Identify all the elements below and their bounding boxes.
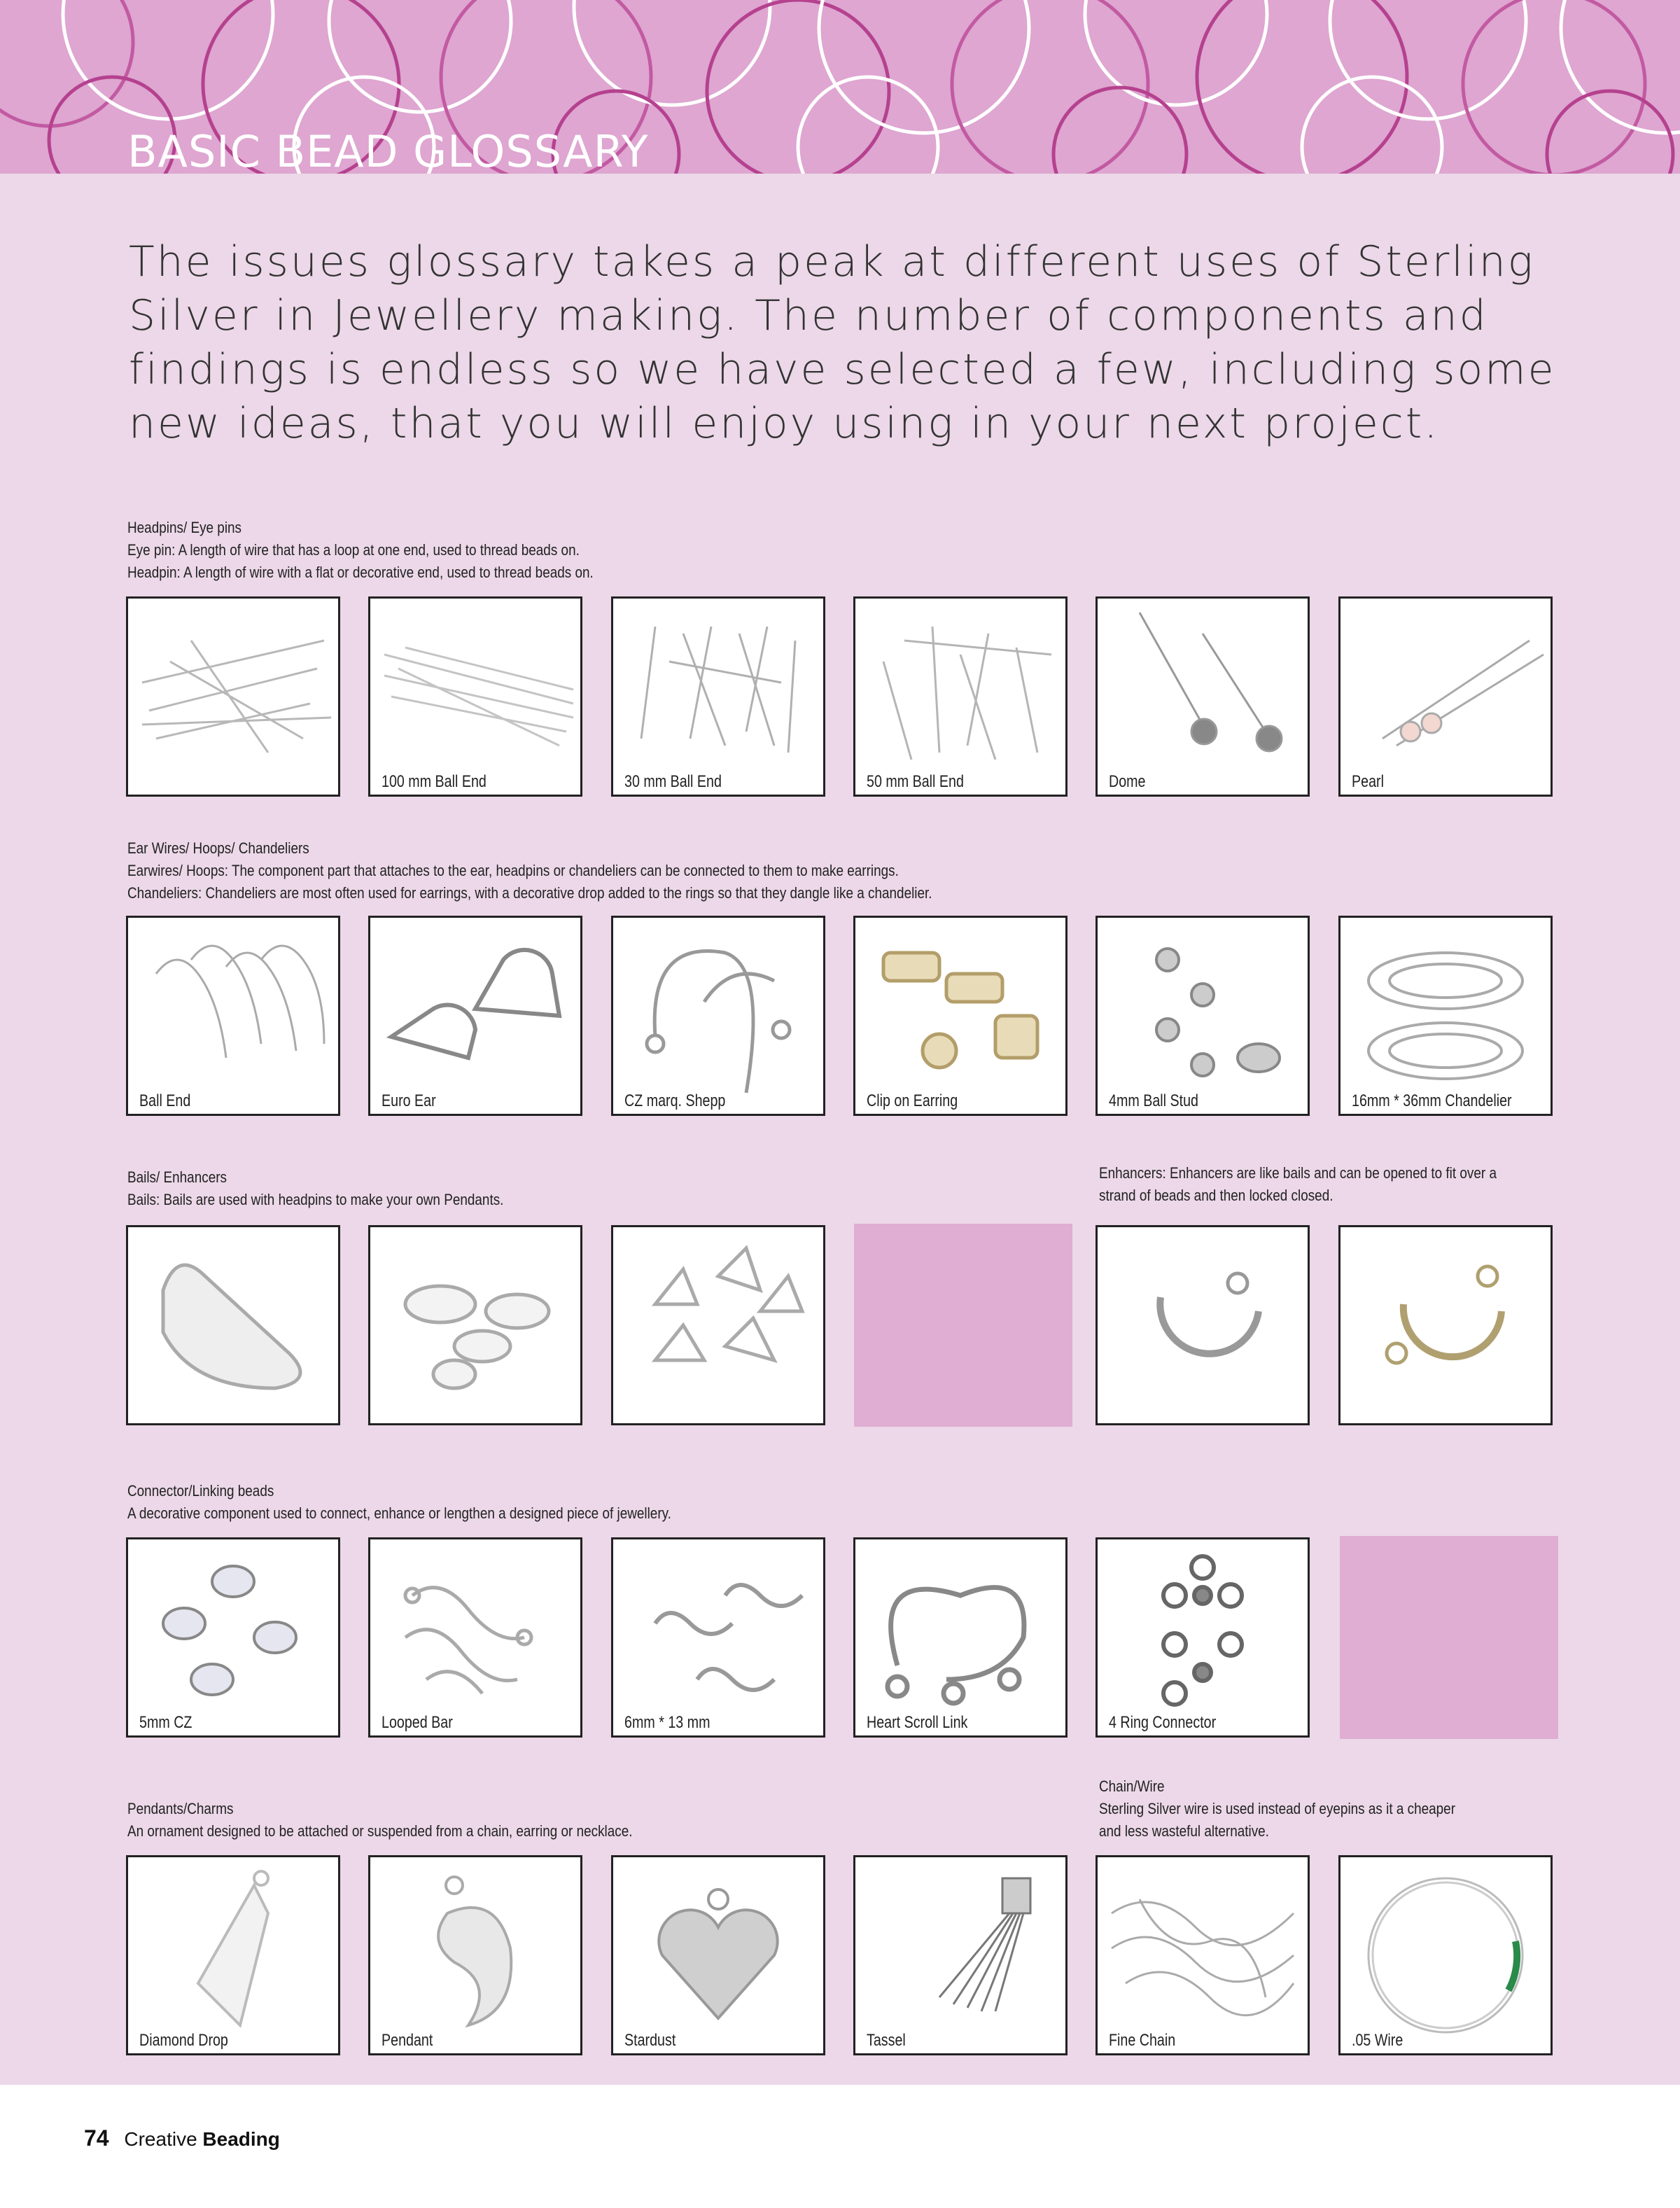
item-caption: 6mm * 13 mm xyxy=(624,1713,710,1732)
page-footer xyxy=(84,2125,280,2151)
section-line: A decorative component used to connect, enhance or lengthen a designed piece of jewellery. xyxy=(127,1504,671,1522)
item-tile xyxy=(853,1537,1068,1738)
item-tile xyxy=(1096,916,1310,1116)
publication-name: Beading xyxy=(202,2128,280,2150)
empty-placeholder xyxy=(1340,1536,1558,1739)
item-caption: 50 mm Ball End xyxy=(867,772,964,791)
item-tile xyxy=(1338,1855,1553,2055)
item-tile xyxy=(126,916,340,1116)
item-tile xyxy=(368,1537,582,1738)
item-caption: CZ marq. Shepp xyxy=(624,1091,726,1110)
section-heading: Pendants/Charms xyxy=(127,1800,234,1817)
section-line: Enhancers: Enhancers are like bails and can be opened to fit over a xyxy=(1099,1164,1497,1182)
item-caption: Pendant xyxy=(382,2031,433,2050)
section-line: Sterling Silver wire is used instead of eyepins as it a cheaper xyxy=(1099,1800,1456,1817)
item-caption: 30 mm Ball End xyxy=(624,772,722,791)
section-line: and less wasteful alternative. xyxy=(1099,1822,1269,1840)
item-tile xyxy=(1096,1537,1310,1738)
item-caption: Euro Ear xyxy=(382,1091,436,1110)
item-caption: Heart Scroll Link xyxy=(867,1713,968,1732)
item-tile xyxy=(853,1855,1068,2055)
item-tile xyxy=(611,916,825,1116)
item-caption: 16mm * 36mm Chandelier xyxy=(1352,1091,1512,1110)
item-tile xyxy=(853,916,1068,1116)
section-line: Eye pin: A length of wire that has a loop at one end, used to thread beads on. xyxy=(127,541,580,559)
item-tile xyxy=(1338,1225,1553,1425)
connectors-description xyxy=(127,1480,671,1525)
headpins-description xyxy=(127,517,594,584)
header-banner xyxy=(0,0,1680,174)
item-caption: 100 mm Ball End xyxy=(382,772,486,791)
pendants-description xyxy=(127,1798,633,1843)
item-tile xyxy=(1096,1225,1310,1425)
item-tile xyxy=(611,1855,825,2055)
item-tile xyxy=(126,1855,340,2055)
bails-description xyxy=(127,1166,503,1211)
item-caption: Clip on Earring xyxy=(867,1091,958,1110)
item-tile xyxy=(368,916,582,1116)
publication-prefix: Creative xyxy=(124,2128,197,2150)
item-caption: 4mm Ball Stud xyxy=(1109,1091,1198,1110)
section-line: strand of beads and then locked closed. xyxy=(1099,1187,1334,1204)
item-tile xyxy=(611,596,825,797)
section-heading: Bails/ Enhancers xyxy=(127,1168,227,1186)
item-caption: 4 Ring Connector xyxy=(1109,1713,1217,1732)
item-caption: Looped Bar xyxy=(382,1713,453,1732)
item-caption: Fine Chain xyxy=(1109,2031,1176,2050)
item-tile xyxy=(126,1225,340,1425)
chain-description xyxy=(1099,1775,1455,1843)
item-tile xyxy=(1096,596,1310,797)
item-caption: Tassel xyxy=(867,2031,906,2050)
item-caption: Stardust xyxy=(624,2031,676,2050)
section-line: Bails: Bails are used with headpins to make your own Pendants. xyxy=(127,1191,504,1208)
item-tile xyxy=(1338,916,1553,1116)
page-title: BASIC BEAD GLOSSARY xyxy=(127,126,649,174)
item-caption: Diamond Drop xyxy=(139,2031,228,2050)
item-tile xyxy=(1096,1855,1310,2055)
section-heading: Connector/Linking beads xyxy=(127,1482,274,1500)
item-tile xyxy=(611,1225,825,1425)
item-tile xyxy=(126,1537,340,1738)
empty-placeholder xyxy=(854,1224,1072,1427)
section-heading: Ear Wires/ Hoops/ Chandeliers xyxy=(127,839,309,857)
section-line: Earwires/ Hoops: The component part that attaches to the ear, headpins or chandeliers can be connected to them to make earrings. xyxy=(127,862,899,879)
section-line: Headpin: A length of wire with a flat or decorative end, used to thread beads on. xyxy=(127,564,594,581)
item-caption: Ball End xyxy=(139,1091,191,1110)
item-caption: 5mm CZ xyxy=(139,1713,192,1732)
item-tile xyxy=(126,596,340,797)
item-tile xyxy=(611,1537,825,1738)
item-tile xyxy=(368,1225,582,1425)
item-tile xyxy=(368,596,582,797)
page-number: 74 xyxy=(84,2125,109,2151)
section-line: Chandeliers: Chandeliers are most often used for earrings, with a decorative drop added to the rings so that they dangle like a chandelier. xyxy=(127,884,932,902)
section-heading: Headpins/ Eye pins xyxy=(127,519,242,536)
intro-paragraph: The issues glossary takes a peak at different uses of Sterling Silver in Jewellery making. The number of components and findings is endless so we have selected a few, including some new ideas, that you will enjoy using in your next project. xyxy=(129,237,1556,448)
item-caption: .05 Wire xyxy=(1352,2031,1404,2050)
item-tile xyxy=(1338,596,1553,797)
item-caption: Pearl xyxy=(1352,772,1384,791)
item-tile xyxy=(853,596,1068,797)
enhancers-description xyxy=(1099,1162,1497,1207)
item-tile xyxy=(368,1855,582,2055)
section-line: An ornament designed to be attached or suspended from a chain, earring or necklace. xyxy=(127,1822,633,1840)
item-caption: Dome xyxy=(1109,772,1146,791)
earwires-description xyxy=(127,837,932,904)
section-heading: Chain/Wire xyxy=(1099,1777,1165,1795)
